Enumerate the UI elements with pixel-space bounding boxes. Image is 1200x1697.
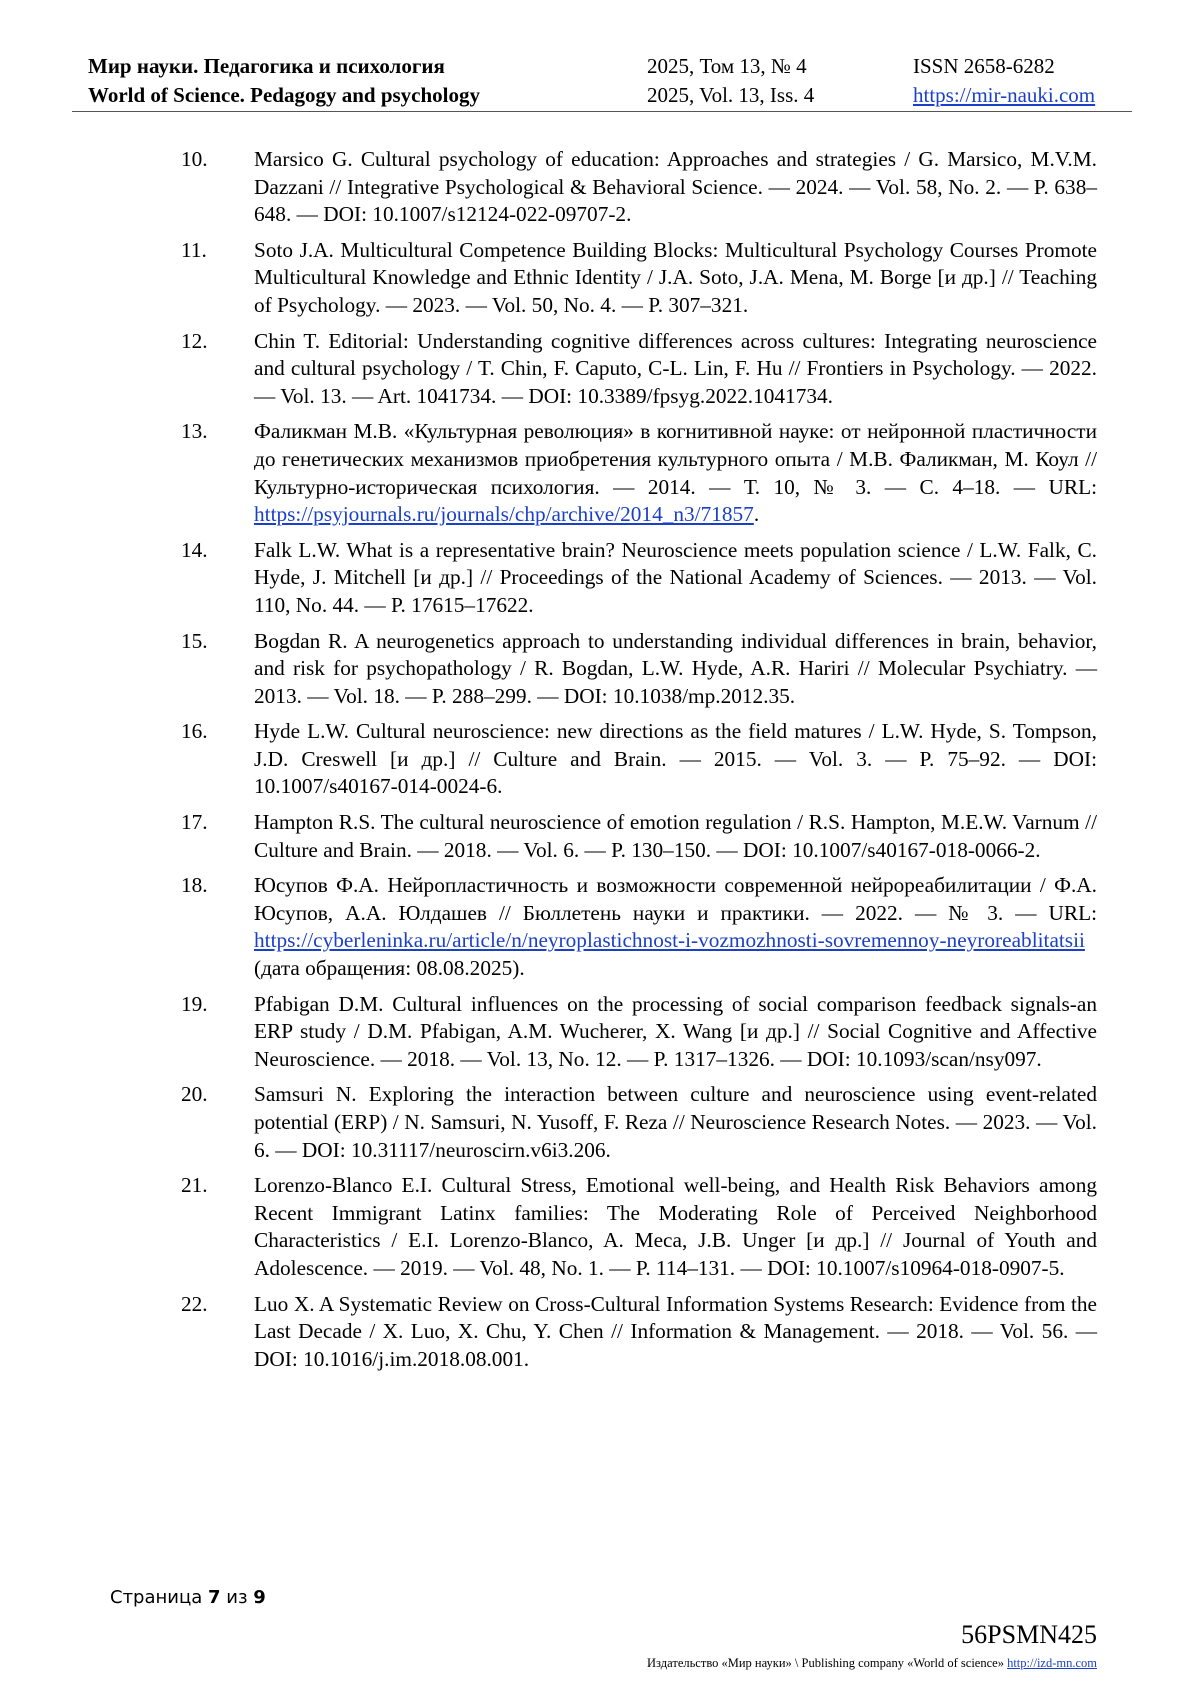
reference-number: 21. [181, 1173, 208, 1198]
issn-block [913, 52, 1095, 110]
reference-text: Falk L.W. What is a representative brain? Neuroscience meets population science / L.W. Falk, C. Hyde, J. Mitchell [и др.] // Proceedings of the National Academy of Sciences. — 2013. — Vol. 110, No. 44. — P. 17615–17622. [254, 537, 1097, 617]
reference-item [181, 146, 1097, 229]
page-header [72, 52, 1132, 112]
page-number: Страница 7 из 9 [110, 1587, 266, 1608]
reference-url-link[interactable]: https://psyjournals.ru/journals/chp/archive/2014_n3/71857 [254, 502, 754, 527]
reference-item [181, 809, 1097, 864]
reference-number: 13. [181, 419, 208, 444]
issue-en: 2025, Vol. 13, Iss. 4 [647, 83, 815, 107]
reference-item [181, 718, 1097, 801]
reference-text: Юсупов Ф.А. Нейропластичность и возможности современной нейрореабилитации / Ф.А. Юсупов, А.А. Юлдашев // Бюллетень науки и практики. — 2022. — № 3. — URL: https://cyberleninka.ru/article/n/neyroplastichnost-i-vozmozhnosti-sovremennoy-neyroreablitatsii (дата обращения: 08.08.2025). [254, 873, 1097, 981]
journal-title [88, 52, 480, 110]
reference-item [181, 628, 1097, 711]
reference-item [181, 537, 1097, 620]
reference-text: Lorenzo-Blanco E.I. Cultural Stress, Emotional well-being, and Health Risk Behaviors among Recent Immigrant Latinx families: The Moderating Role of Perceived Neighborhood Characteristics / E.I. Lorenzo-Blanco, A. Meca, J.B. Unger [и др.] // Journal of Youth and Adolescence. — 2019. — Vol. 48, No. 1. — P. 114–131. — DOI: 10.1007/s10964-018-0907-5. [254, 1173, 1097, 1280]
reference-number: 16. [181, 719, 208, 744]
reference-number: 22. [181, 1291, 208, 1316]
reference-text: Pfabigan D.M. Cultural influences on the processing of social comparison feedback signals-an ERP study / D.M. Pfabigan, A.M. Wucherer, X. Wang [и др.] // Social Cognitive and Affective Neuroscience. — 2018. — Vol. 13, No. 12. — P. 1317–1326. — DOI: 10.1093/scan/nsy097. [254, 991, 1097, 1071]
reference-text: Luo X. A Systematic Review on Cross-Cultural Information Systems Research: Evidence from the Last Decade / X. Luo, X. Chu, Y. Chen // Information & Management. — 2018. — Vol. 56. — DOI: 10.1016/j.im.2018.08.001. [254, 1291, 1097, 1371]
journal-title-ru: Мир науки. Педагогика и психология [88, 54, 445, 78]
reference-number: 12. [181, 328, 208, 353]
reference-text: Samsuri N. Exploring the interaction between culture and neuroscience using event-related potential (ERP) / N. Samsuri, N. Yusoff, F. Reza // Neuroscience Research Notes. — 2023. — Vol. 6. — DOI: 10.31117/neuroscirn.v6i3.206. [254, 1082, 1097, 1162]
journal-url-link[interactable]: https://mir-nauki.com [913, 83, 1096, 107]
header-divider [72, 111, 1132, 112]
issn: ISSN 2658-6282 [913, 54, 1055, 78]
reference-number: 19. [181, 991, 208, 1016]
reference-number: 11. [181, 237, 207, 262]
issue-ru: 2025, Том 13, № 4 [647, 54, 807, 78]
reference-item [181, 991, 1097, 1074]
reference-number: 14. [181, 537, 208, 562]
reference-item [181, 418, 1097, 528]
reference-number: 10. [181, 147, 208, 171]
reference-item [181, 237, 1097, 320]
reference-text: Hampton R.S. The cultural neuroscience of emotion regulation / R.S. Hampton, M.E.W. Varnum // Culture and Brain. — 2018. — Vol. 6. — P. 130–150. — DOI: 10.1007/s40167-018-0066-2. [254, 810, 1097, 862]
issue-info [647, 52, 814, 110]
reference-text: Chin T. Editorial: Understanding cognitive differences across cultures: Integrating neuroscience and cultural psychology / T. Chin, F. Caputo, C-L. Lin, F. Hu // Frontiers in Psychology. — 2022. — Vol. 13. — Art. 1041734. — DOI: 10.3389/fpsyg.2022.1041734. [254, 328, 1097, 408]
reference-url-link[interactable]: https://cyberleninka.ru/article/n/neyroplastichnost-i-vozmozhnosti-sovremennoy-neyroreablitatsii [254, 928, 1085, 953]
publisher-line: Издательство «Мир науки» \ Publishing company «World of science» http://izd-mn.com [647, 1656, 1097, 1670]
article-code: 56PSMN425 [961, 1620, 1097, 1649]
reference-item [181, 872, 1097, 982]
reference-item [181, 1291, 1097, 1374]
reference-number: 15. [181, 628, 208, 653]
reference-text: Marsico G. Cultural psychology of education: Approaches and strategies / G. Marsico, M.V.M. Dazzani // Integrative Psychological & Behavioral Science. — 2024. — Vol. 58, No. 2. — P. 638–648. — DOI: 10.1007/s12124-022-09707-2. [254, 147, 1097, 227]
journal-title-en: World of Science. Pedagogy and psychology [88, 83, 481, 107]
reference-number: 17. [181, 810, 208, 835]
reference-number: 18. [181, 873, 208, 898]
reference-text: Bogdan R. A neurogenetics approach to understanding individual differences in brain, behavior, and risk for psychopathology / R. Bogdan, L.W. Hyde, A.R. Hariri // Molecular Psychiatry. — 2013. — Vol. 18. — P. 288–299. — DOI: 10.1038/mp.2012.35. [254, 628, 1097, 708]
reference-text: Soto J.A. Multicultural Competence Building Blocks: Multicultural Psychology Courses Promote Multicultural Knowledge and Ethnic Identity / J.A. Soto, J.A. Mena, M. Borge [и др.] // Teaching of Psychology. — 2023. — Vol. 50, No. 4. — P. 307–321. [254, 237, 1097, 317]
reference-text: Hyde L.W. Cultural neuroscience: new directions as the field matures / L.W. Hyde, S. Tompson, J.D. Creswell [и др.] // Culture and Brain. — 2015. — Vol. 3. — P. 75–92. — DOI: 10.1007/s40167-014-0024-6. [254, 719, 1097, 799]
reference-list [181, 146, 1097, 1381]
reference-text: Фаликман М.В. «Культурная революция» в когнитивной науке: от нейронной пластичности до генетических механизмов приобретения культурного опыта / М.В. Фаликман, М. Коул // Культурно-историческая психология. — 2014. — Т. 10, № 3. — С. 4–18. — URL: https://psyjournals.ru/journals/chp/archive/2014_n3/71857. [254, 419, 1097, 527]
reference-item [181, 1172, 1097, 1282]
reference-number: 20. [181, 1082, 208, 1107]
reference-item [181, 1081, 1097, 1164]
reference-item [181, 328, 1097, 411]
publisher-url-link[interactable]: http://izd-mn.com [1007, 1656, 1097, 1670]
